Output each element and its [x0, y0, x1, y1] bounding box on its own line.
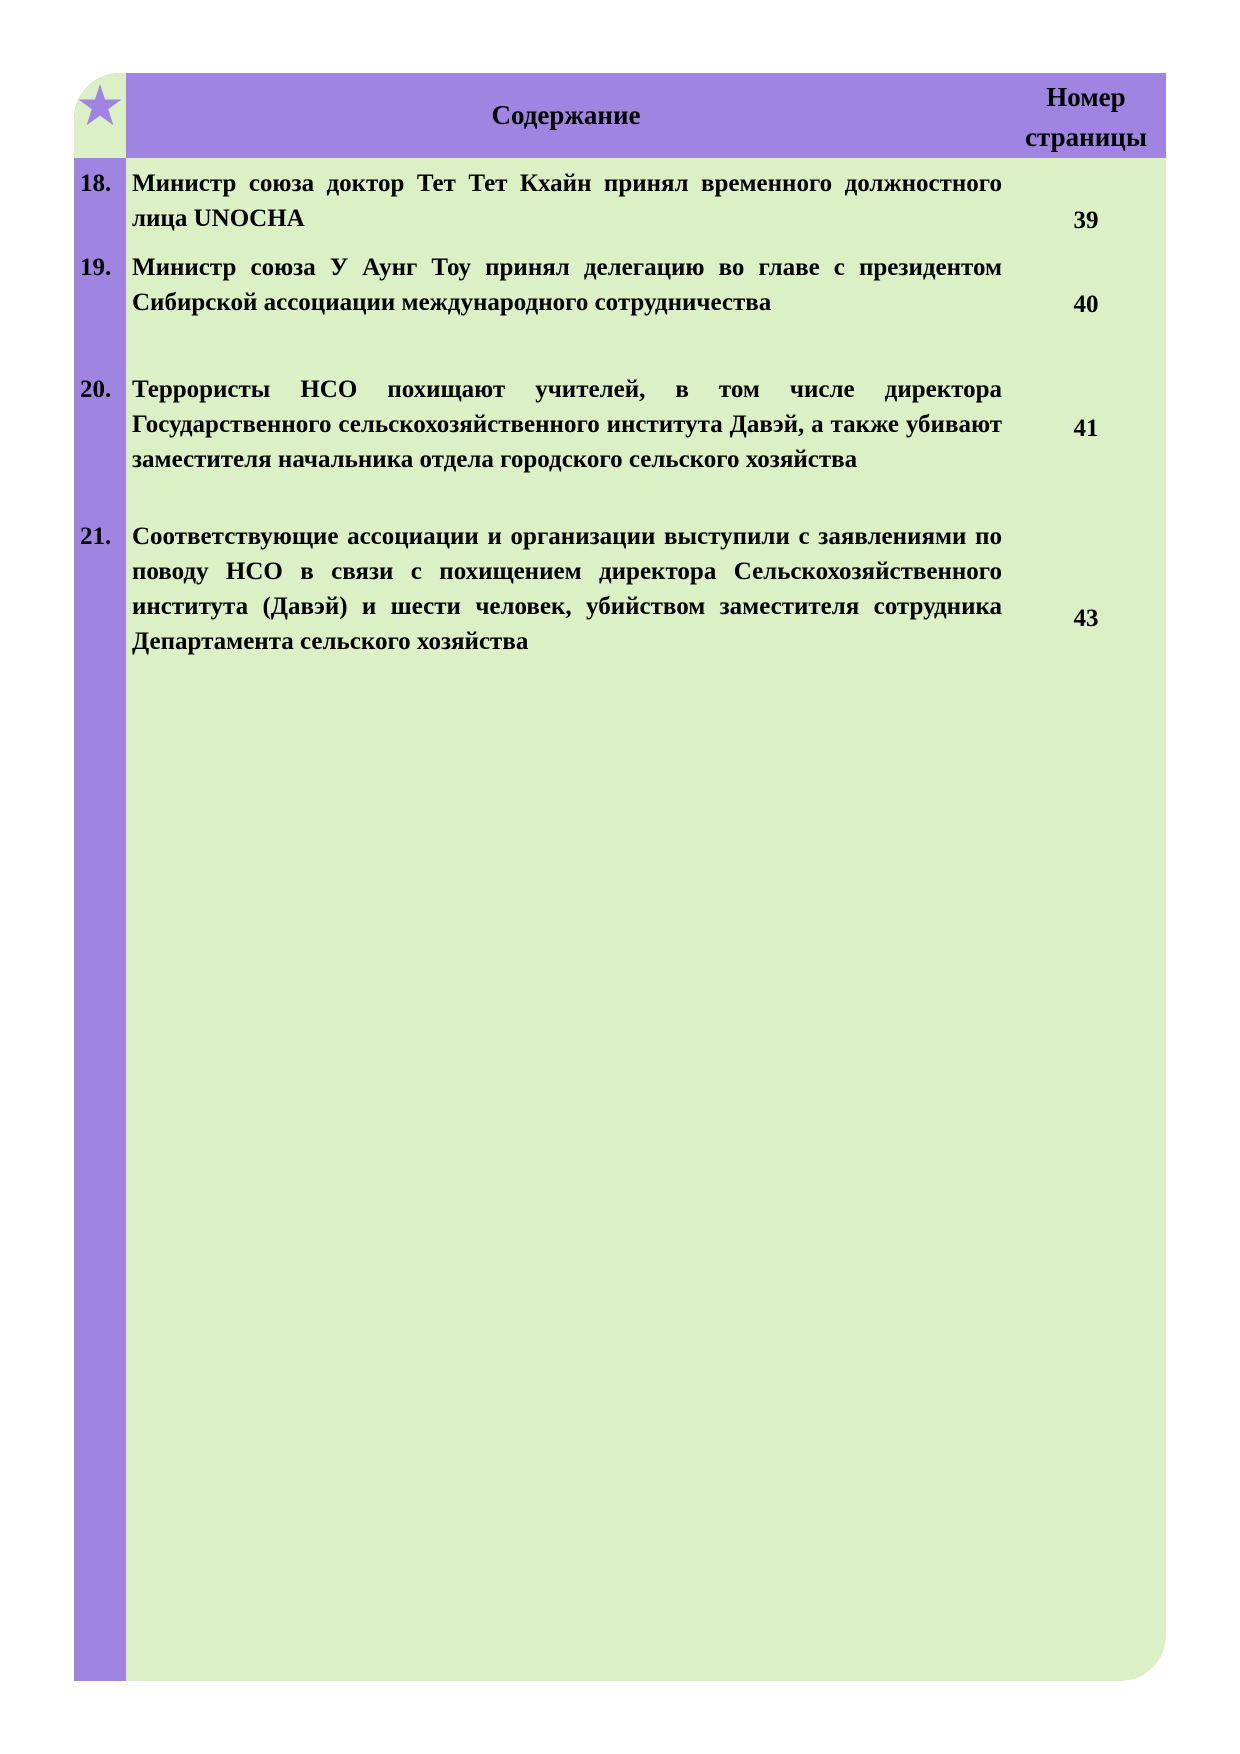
entry-title: Министр союза У Аунг Тоу принял делегацию во главе с президентом Сибирской ассоциации международного сотрудничества	[132, 254, 1002, 316]
entry-title: Террористы НСО похищают учителей, в том числе директора Государственного сельскохозяйственного института Давэй, а также убивают заместителя начальника отдела городского сельского хозяйства	[132, 376, 1002, 473]
entry-title: Министр союза доктор Тет Тет Кхайн принял временного должностного лица UNOCHA	[132, 170, 1002, 232]
entry-page-number: 43	[1073, 605, 1099, 632]
entry-page-number: 39	[1073, 207, 1099, 234]
corner-cell	[74, 73, 126, 158]
page-number-heading-line2: страницы	[1025, 122, 1147, 152]
entry-number: 20.	[80, 376, 112, 403]
entry-number: 18.	[80, 170, 112, 197]
entry-number: 21.	[80, 523, 112, 550]
page-number-heading-line1: Номер	[1046, 82, 1126, 112]
entry-number: 19.	[80, 254, 112, 281]
contents-heading: Содержание	[491, 100, 641, 130]
left-accent-bar	[74, 73, 126, 1681]
entry-title: Соответствующие ассоциации и организации выступили с заявлениями по поводу НСО в связи с похищением директора Сельскохозяйственного института (Давэй) и шести человек, убийством заместителя сотрудника Департамента сельского хозяйства	[132, 523, 1002, 655]
table-header	[126, 73, 1166, 158]
page-number-heading	[1006, 77, 1166, 157]
contents-table	[74, 73, 1166, 1681]
entry-page-number: 41	[1073, 415, 1099, 442]
star-icon	[77, 82, 123, 128]
entry-page-number: 40	[1073, 291, 1099, 318]
